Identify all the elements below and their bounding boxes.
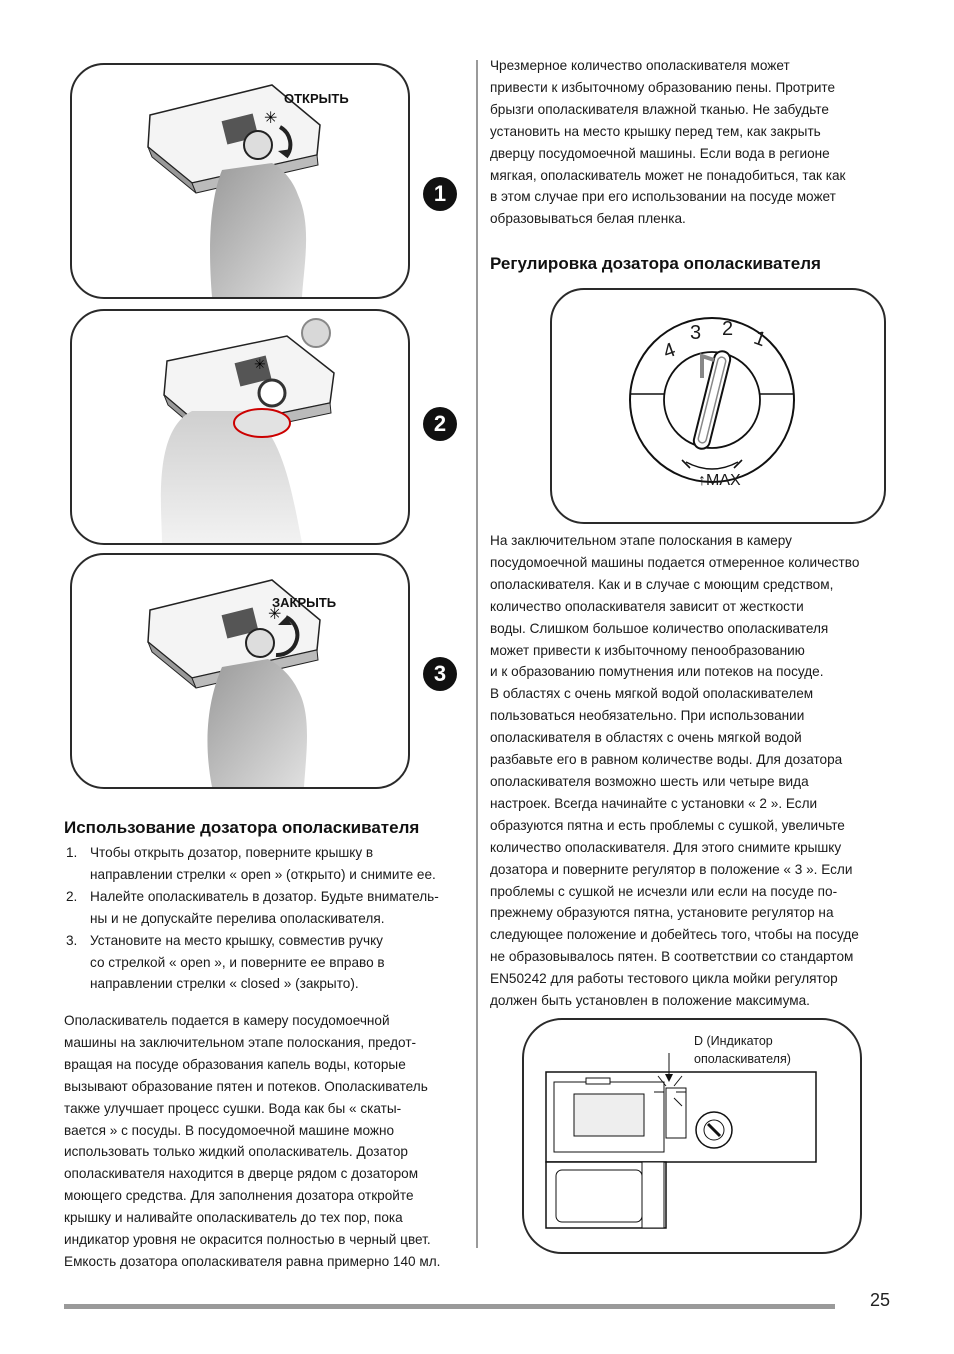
right-paragraph: На заключительном этапе полоскания в камеру посудомоечной машины подается отмеренное количество ополаскивателя. Как и в случае с моющим средством, количество ополаскивателя зависит от жесткости воды. Слишком большое количество ополаскивателя может привести к избыточному пенообразованию и к образованию помутнения или потеков на посуде. В областях с очень мягкой водой ополаскивателем пользоваться необязательно. При использовании ополаскивателя в областях с очень мягкой водой разбавьте его в равном количестве воды. Для дозатора ополаскивателя возможно шесть или четыре вида настроек. Всегда начинайте с установки « 2 ». Если образуются пятна и есть проблемы с сушкой, увеличьте количество ополаскивателя. Для этого снимите крышку дозатора и поверните регулятор в положение « 3 ». Если проблемы с сушкой не исчезли или если на посуде по- прежнему образуются пятна, установите регулятор на следующее положение и добейтесь того, чтобы на посуде не образовывалось пятен. В соответствии со стандартом EN50242 для работы тестового цикла мойки регулятор должен быть установлен в положение максимума. [490, 533, 860, 1009]
indicator-label: D (Индикатор ополаскивателя) [694, 1034, 791, 1066]
dial-illustration [550, 288, 886, 524]
dispenser-bottle-drawing [72, 311, 408, 543]
dial-mark-2: 2 [722, 318, 734, 340]
step-item: 3. Установите на место крышку, совместив ручку со стрелкой « open », и поверните ее вправо в направлении стрелки « closed » (закрыто). [66, 932, 385, 992]
dial-mark-4: 4 [660, 338, 679, 364]
left-heading: Использование дозатора ополаскивателя [64, 818, 420, 837]
svg-text:✳: ✳ [268, 606, 282, 623]
illustration-open-dispenser [70, 63, 410, 299]
step-item: 2. Налейте ополаскиватель в дозатор. Будьте вниматель- ны и не допускайте перелива ополаскивателя. [66, 888, 439, 926]
dispenser-front-drawing [524, 1020, 860, 1252]
footer-rule [64, 1304, 835, 1309]
dispenser-hand-open-drawing [72, 65, 408, 297]
column-divider [476, 60, 478, 1248]
svg-text:✳: ✳ [264, 110, 278, 127]
step-item: 1. Чтобы открыть дозатор, поверните крышку в направлении стрелки « open » (открыто) и снимите ее. [66, 845, 436, 882]
svg-text:✳: ✳ [254, 356, 266, 372]
page-number: 25 [870, 1290, 891, 1310]
dispenser-hand-close-drawing [72, 555, 408, 787]
indicator-illustration [522, 1018, 862, 1254]
step-number-2: 2 [423, 407, 457, 441]
step-number-3: 3 [423, 657, 457, 691]
instruction-steps [64, 842, 464, 995]
dial-mark-1: 1 [750, 326, 769, 352]
dial-max-label: ↑MAX [698, 472, 741, 489]
step-number-1: 1 [423, 177, 457, 211]
right-heading: Регулировка дозатора ополаскивателя [490, 254, 821, 273]
close-label: ЗАКРЫТЬ [272, 595, 337, 610]
right-intro-paragraph: Чрезмерное количество ополаскивателя может привести к избыточному образованию пены. Протрите брызги ополаскивателя влажной тканью. Не забудьте установить на место крышку перед тем, как закрыть дверцу посудомоечной машины. Если вода в регионе мягкая, ополаскиватель может не понадобиться, так как в этом случае при его использовании на посуде может образовываться белая пленка. [490, 58, 846, 227]
left-paragraph: Ополаскиватель подается в камеру посудомоечной машины на заключительном этапе полоскания, предот- вращая на посуде образования капель воды, которые вызывают образование пятен и потеков. Ополаскиватель также улучшает процесс сушки. Вода как бы « скаты- вается » с посуды. В посудомоечной машине можно использовать только жидкий ополаскиватель. Дозатор ополаскивателя находится в дверце рядом с дозатором моющего средства. Для заполнения дозатора откройте крышку и наливайте ополаскиватель до тех пор, пока индикатор уровня не окрасится полностью в черный цвет. Емкость дозатора ополаскивателя равна примерно 140 мл. [64, 1013, 441, 1269]
up-arrow-icon: ↑ [698, 472, 706, 489]
dial-mark-3: 3 [690, 322, 702, 344]
illustration-close-dispenser [70, 553, 410, 789]
illustration-fill-dispenser [70, 309, 410, 545]
open-label: ОТКРЫТЬ [284, 91, 349, 106]
